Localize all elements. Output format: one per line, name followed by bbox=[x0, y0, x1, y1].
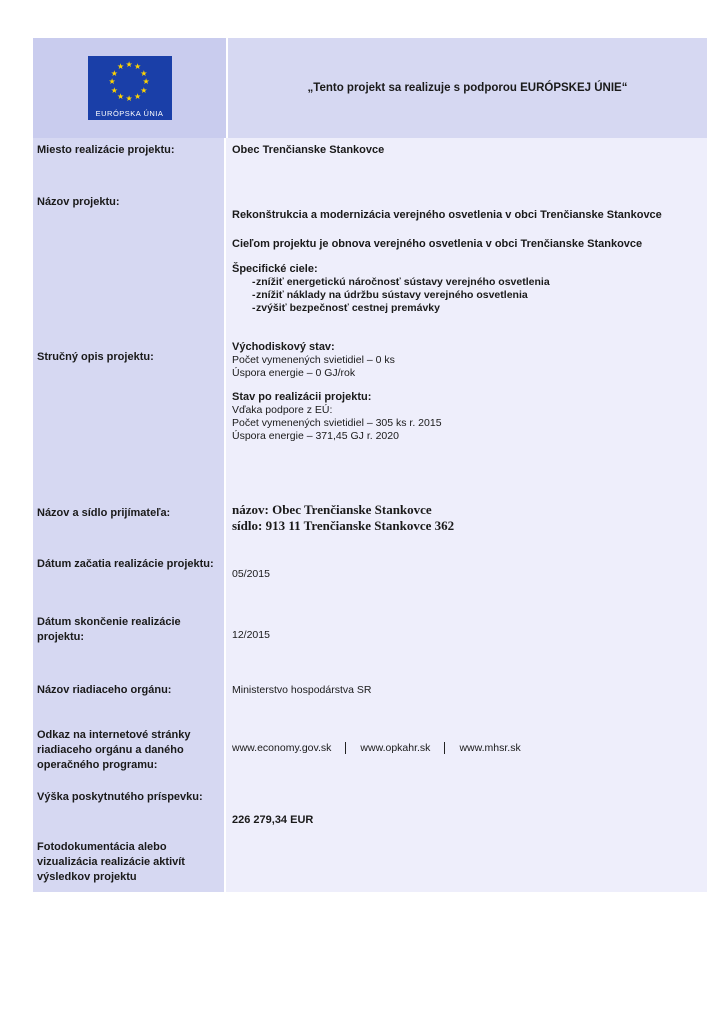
header-title: „Tento projekt sa realizuje s podporou EURÓPSKEJ ÚNIE“ bbox=[228, 38, 707, 138]
project-info-table bbox=[33, 38, 707, 892]
star-icon: ★ bbox=[117, 91, 125, 101]
label-prijimatel: Názov a sídlo prijímateľa: bbox=[33, 495, 226, 548]
star-icon: ★ bbox=[125, 60, 133, 69]
row-organ bbox=[33, 668, 707, 722]
value-foto bbox=[226, 830, 707, 892]
link-mhsr[interactable]: www.mhsr.sk bbox=[459, 742, 521, 754]
label-foto: Fotodokumentácia alebo vizualizácia realizácie aktivít výsledkov projektu bbox=[33, 830, 226, 892]
star-icon: ★ bbox=[110, 85, 118, 95]
label-zaciatok: Dátum začatia realizácie projektu: bbox=[33, 548, 226, 606]
star-icon: ★ bbox=[134, 91, 142, 101]
link-opkahr[interactable]: www.opkahr.sk bbox=[360, 742, 431, 754]
opis-stav-po-2: Počet vymenených svietidiel – 305 ks r. 2015 bbox=[232, 417, 442, 429]
row-foto bbox=[33, 830, 707, 892]
list-item: - zvýšiť bezpečnosť cestnej premávky bbox=[232, 302, 707, 315]
value-skoncenie: 12/2015 bbox=[226, 606, 707, 668]
opis-ciel: Cieľom projektu je obnova verejného osvetlenia v obci Trenčianske Stankovce bbox=[232, 238, 643, 250]
row-skoncenie bbox=[33, 606, 707, 668]
row-nazov bbox=[33, 190, 707, 238]
opis-vychodiskovy-1: Počet vymenených svietidiel – 0 ks bbox=[232, 354, 395, 366]
eu-flag-label: EURÓPSKA ÚNIA bbox=[95, 109, 164, 118]
opis-vychodiskovy-heading: Východiskový stav: bbox=[232, 341, 335, 353]
link-separator bbox=[444, 742, 445, 754]
eu-stars bbox=[88, 56, 172, 106]
label-miesto: Miesto realizácie projektu: bbox=[33, 138, 226, 190]
label-odkaz: Odkaz na internetové stránky riadiaceho orgánu a daného operačného programu: bbox=[33, 722, 226, 782]
prijimatel-sidlo: sídlo: 913 11 Trenčianske Stankovce 362 bbox=[232, 518, 455, 533]
value-miesto: Obec Trenčianske Stankovce bbox=[226, 138, 707, 190]
value-zaciatok: 05/2015 bbox=[226, 548, 707, 606]
opis-vychodiskovy-2: Úspora energie – 0 GJ/rok bbox=[232, 367, 356, 379]
star-icon: ★ bbox=[110, 68, 118, 78]
value-odkaz bbox=[226, 722, 707, 782]
row-opis bbox=[33, 238, 707, 495]
label-opis: Stručný opis projektu: bbox=[33, 238, 226, 495]
value-opis bbox=[226, 238, 707, 495]
link-separator bbox=[345, 742, 346, 754]
value-prijimatel bbox=[226, 495, 707, 548]
star-icon: ★ bbox=[108, 77, 116, 86]
star-icon: ★ bbox=[117, 62, 125, 72]
opis-stav-po-3: Úspora energie – 371,45 GJ r. 2020 bbox=[232, 430, 399, 442]
row-miesto bbox=[33, 138, 707, 190]
star-icon: ★ bbox=[125, 94, 133, 103]
opis-specificke-list bbox=[232, 276, 707, 315]
header-row bbox=[33, 38, 707, 138]
label-nazov: Názov projektu: bbox=[33, 190, 226, 238]
opis-stav-po-heading: Stav po realizácii projektu: bbox=[232, 391, 372, 403]
row-vyska bbox=[33, 782, 707, 830]
opis-specificke-heading: Špecifické ciele: bbox=[232, 263, 318, 275]
label-skoncenie: Dátum skončenie realizácie projektu: bbox=[33, 606, 226, 668]
value-vyska: 226 279,34 EUR bbox=[226, 782, 707, 830]
eu-flag-icon bbox=[88, 56, 172, 120]
opis-stav-po-1: Vďaka podpore z EÚ: bbox=[232, 404, 333, 416]
row-prijimatel bbox=[33, 495, 707, 548]
list-item: - znížiť energetickú náročnosť sústavy verejného osvetlenia bbox=[232, 276, 707, 289]
eu-logo-cell bbox=[33, 38, 228, 138]
list-item: - znížiť náklady na údržbu sústavy verejného osvetlenia bbox=[232, 289, 707, 302]
label-vyska: Výška poskytnutého príspevku: bbox=[33, 782, 226, 830]
label-organ: Názov riadiaceho orgánu: bbox=[33, 668, 226, 722]
row-odkaz bbox=[33, 722, 707, 782]
value-nazov: Rekonštrukcia a modernizácia verejného osvetlenia v obci Trenčianske Stankovce bbox=[226, 190, 707, 238]
star-icon: ★ bbox=[142, 77, 150, 86]
row-zaciatok bbox=[33, 548, 707, 606]
value-organ: Ministerstvo hospodárstva SR bbox=[226, 668, 707, 722]
star-icon: ★ bbox=[140, 68, 148, 78]
link-economy[interactable]: www.economy.gov.sk bbox=[232, 742, 332, 754]
star-icon: ★ bbox=[140, 85, 148, 95]
star-icon: ★ bbox=[134, 62, 142, 72]
prijimatel-nazov: názov: Obec Trenčianske Stankovce bbox=[232, 502, 432, 517]
